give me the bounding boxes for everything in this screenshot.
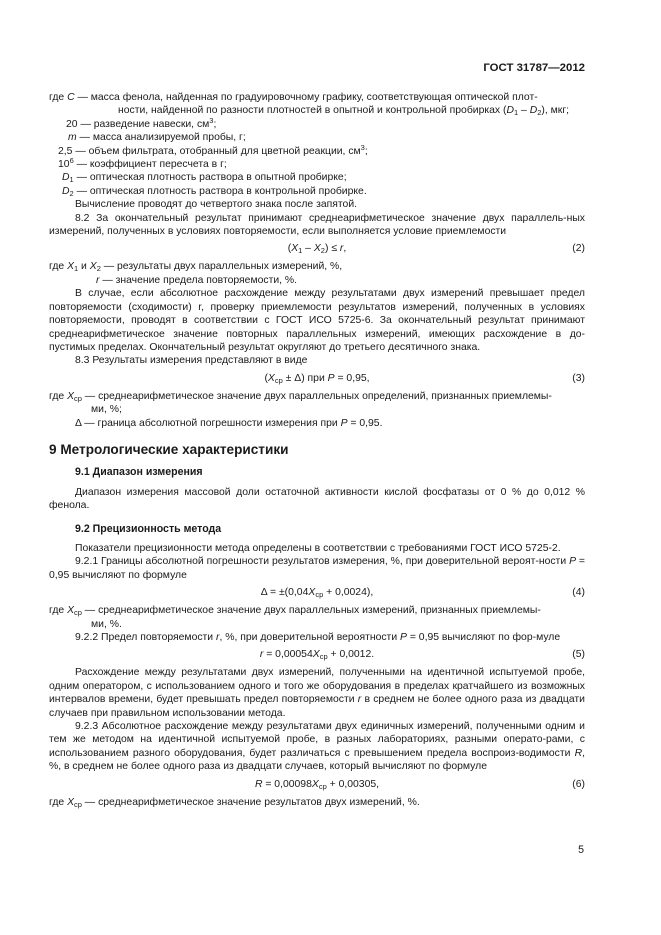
- section-9-2-text: Показатели прецизионности метода определены в соответствии с требованиями ГОСТ ИСО 5725-2.: [75, 542, 561, 554]
- def-x-avg-4: где $X_{ср}$ — среднеарифметическое значение двух параллельных измерений, признанных приемлемы-: [49, 605, 541, 618]
- calc-precision-note: Вычисление проводят до четвертого знака после запятой.: [75, 199, 358, 211]
- paragraph-9-2-1: 9.2.1 Границы абсолютной погрешности результатов измерения, %, при доверительной вероят-ности P = 0,95 вычисляют по формуле: [49, 556, 585, 581]
- section-9-2-heading: 9.2 Прецизионность метода: [75, 522, 222, 535]
- equation-4: $\Delta = \pm(0,04X_{ср} + 0,0024)$, (4): [260, 587, 585, 600]
- section-9-heading: 9 Метрологические характеристики: [49, 441, 289, 457]
- section-9-1-heading: 9.1 Диапазон измерения: [75, 466, 203, 479]
- paragraph-discrepancy-case: В случае, если абсолютное расхождение между результатами двух измерений превышает предел повторяемости (сходимости) r, проверку приемлемости результатов измерений, полученных в условиях повторяемости, проводят в соответствии с ГОСТ ИСО 5725-6. За окончательный результат принимают среднеарифметическое значение повторных параллельных измерений, имеющих расхождение в до-пустимых пределах. Окончательный результат округляют до третьего десятичного знака.: [49, 288, 585, 353]
- paragraph-8-2: 8.2 За окончательный результат принимают среднеарифметическое значение двух параллель-ных измерений, полученных в условиях повторяемости, если выполняется условие приемлемости: [49, 212, 585, 238]
- equation-number-5: (5): [572, 649, 585, 661]
- def-c-cont: ности, найденной по разности плотностей в опытной и контрольной пробирках $(D_1 - D_2)$, мкг;: [118, 105, 570, 118]
- def-x-avg-3: где $X_{ср}$ — среднеарифметическое значение двух параллельных определений, признанных приемлемы-: [49, 390, 552, 403]
- paragraph-repeatability-discrepancy: Расхождение между результатами двух измерений, полученными на идентичной испытуемой пробе, одним оператором, с использованием одного и того же оборудования в пределах кратчайшего из возможных интервалов времени, будет превышать предел повторяемости r в среднем не более одного раза из двадцати случаев при правильном использовании метода.: [49, 667, 585, 719]
- def-c: где C — масса фенола, найденная по градуировочному графику, соответствующая оптической плот-: [49, 92, 538, 103]
- page-number: 5: [578, 844, 584, 856]
- definitions-c: [49, 91, 585, 198]
- equation-5: $r = 0,00054X_{ср} + 0,0012$. (5): [259, 649, 585, 662]
- def-coefficient: $10^6$ — коэффициент пересчета в г;: [58, 156, 227, 171]
- paragraph-9-2-3: 9.2.3 Абсолютное расхождение между результатами двух единичных измерений, полученными одним и тем же методом на идентичной испытуемой пробе, в разных лабораториях, разными операто-рами, с использованием разного оборудования, будет различаться с превышением предела воспроиз-водимости R, %, в среднем не более одного раза из двадцати случаев, который вычисляют по формуле: [49, 721, 585, 773]
- def-20: 20 — разведение навески, $см^3$;: [66, 115, 217, 130]
- standard-code-header: ГОСТ 31787—2012: [483, 62, 585, 74]
- def-2-5: 2,5 — объем фильтрата, отобранный для цветной реакции, $см^3$;: [58, 142, 368, 157]
- def-delta: Δ — граница абсолютной погрешности измерения при P = 0,95.: [75, 417, 383, 429]
- paragraph-8-3: 8.3 Результаты измерения представляют в виде: [75, 355, 308, 367]
- equation-number-2: (2): [572, 243, 585, 255]
- def-d1: $D_1$ — оптическая плотность раствора в опытной пробирке;: [62, 172, 347, 185]
- def-x-avg-4-cont: ми, %.: [91, 618, 122, 630]
- paragraph-9-2-2: 9.2.2 Предел повторяемости r, %, при доверительной вероятности P = 0,95 вычисляют по фор-муле: [75, 632, 561, 643]
- equation-number-6: (6): [572, 778, 585, 790]
- equation-number-4: (4): [572, 587, 585, 599]
- equation-2: $(X_1 - X_2) \le r$, (2): [287, 243, 585, 256]
- def-x-avg-3-cont: ми, %;: [91, 404, 122, 416]
- def-m: m — масса анализируемой пробы, г;: [68, 132, 246, 144]
- section-9-1-text: Диапазон измерения массовой доли остаточной активности кислой фосфатазы от 0 % до 0,012 % фенола.: [49, 486, 585, 512]
- def-d2: $D_2$ — оптическая плотность раствора в контрольной пробирке.: [62, 185, 367, 198]
- equation-6: $R = 0,00098X_{ср} + 0,00305$, (6): [254, 778, 585, 791]
- def-x-avg-6: где $X_{ср}$ — среднеарифметическое значение результатов двух измерений, %.: [49, 796, 420, 809]
- page-content: [49, 91, 585, 809]
- equation-3: $(X_{ср} \pm \Delta)$ при P = 0,95, (3): [264, 372, 585, 385]
- equation-number-3: (3): [572, 372, 585, 384]
- def-r: r — значение предела повторяемости, %.: [96, 274, 298, 286]
- def-x1-x2: где $X_1$ и $X_2$ — результаты двух параллельных измерений, %,: [49, 261, 343, 274]
